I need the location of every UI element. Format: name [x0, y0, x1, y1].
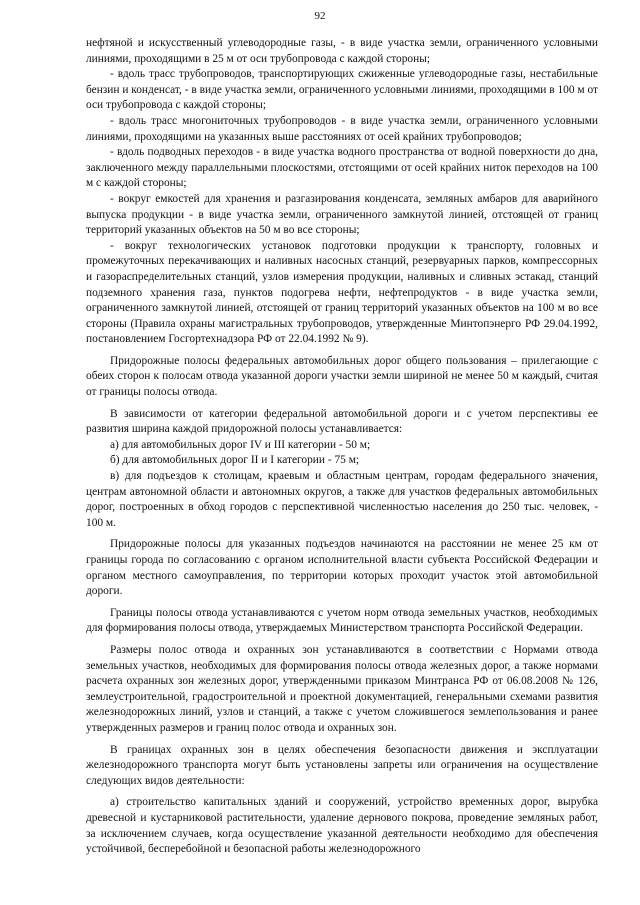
- paragraph: Придорожные полосы федеральных автомобильных дорог общего пользования – прилегающие с обеих сторон к полосам отвода указанной дороги участки земли шириной не менее 50 м каждый, считая от границы полосы отвода.: [86, 354, 598, 399]
- list-item: а) для автомобильных дорог IV и III категории - 50 м;: [110, 438, 371, 451]
- document-body: [86, 36, 598, 858]
- paragraph: - вокруг технологических установок подготовки продукции к транспорту, головных и промежуточных перекачивающих и наливных насосных станций, резервуарных парков, компрессорных и газораспределительных станций, узлов измерения продукции, наливных и сливных эстакад, станций подземного хранения газа, пунктов подогрева нефти, нефтепродуктов - в виде участка земли, ограниченного замкнутой линией, отстоящей от границ территорий указанных объектов на 100 м во все стороны (Правила охраны магистральных трубопроводов, утвержденные Минтопэнерго РФ 29.04.1992, постановлением Госгортехнадзора РФ от 22.04.1992 № 9).: [86, 239, 598, 346]
- paragraph: нефтяной и искусственный углеводородные газы, - в виде участка земли, ограниченного условными линиями, проходящими в 25 м от оси трубопровода с каждой стороны;: [86, 37, 598, 65]
- paragraph: В границах охранных зон в целях обеспечения безопасности движения и эксплуатации железнодорожного транспорта могут быть установлены запреты или ограничения на осуществление следующих видов деятельности:: [86, 743, 598, 787]
- paragraph: Размеры полос отвода и охранных зон устанавливаются в соответствии с Нормами отвода земельных участков, необходимых для формирования полосы отвода железных дорог, а также нормами расчета охранных зон железных дорог, утвержденными приказом Минтранса РФ от 06.08.2008 № 126, землеустроительной, градостроительной и проектной документацией, генеральными схемами развития железнодорожных линий, узлов и станций, а также с учетом сложившегося землепользования и ранее утвержденных размеров и границ полос отвода и охранных зон.: [86, 643, 598, 734]
- paragraph: В зависимости от категории федеральной автомобильной дороги и с учетом перспективы ее развития ширина каждой придорожной полосы устанавливается:: [86, 407, 598, 436]
- list-item: в) для подъездов к столицам, краевым и областным центрам, городам федерального значения, центрам автономной области и автономных округов, а также для участков федеральных автомобильных дорог, построенных в обход городов с перспективной численностью населения до 250 тыс. человек, - 100 м.: [86, 470, 598, 529]
- page-number: 92: [314, 10, 326, 22]
- paragraph: Придорожные полосы для указанных подъездов начинаются на расстоянии не менее 25 км от границы города по согласованию с органом исполнительной власти субъекта Российской Федерации и органом местного самоуправления, по территории которых проходит участок этой автомобильной дороги.: [86, 538, 598, 598]
- paragraph: - вдоль подводных переходов - в виде участка водного пространства от водной поверхности до дна, заключенного между параллельными плоскостями, отстоящими от осей крайних ниток переходов на 100 м с каждой стороны;: [86, 146, 598, 190]
- list-item: а) строительство капитальных зданий и сооружений, устройство временных дорог, вырубка древесной и кустарниковой растительности, удаление дернового покрова, проведение земляных работ, за исключением случаев, когда осуществление указанной деятельности необходимо для обеспечения устойчивой, бесперебойной и безопасной работы железнодорожного: [86, 796, 598, 856]
- list-item: б) для автомобильных дорог II и I категории - 75 м;: [110, 454, 360, 467]
- paragraph: - вдоль трасс многониточных трубопроводов - в виде участка земли, ограниченного условными линиями, проходящими на указанных выше расстояниях от осей крайних трубопроводов;: [86, 114, 598, 143]
- paragraph: - вокруг емкостей для хранения и разгазирования конденсата, земляных амбаров для аварийного выпуска продукции - в виде участка земли, ограниченного замкнутой линией, отстоящей от границ территорий указанных объектов на 50 м во все стороны;: [86, 192, 598, 237]
- paragraph: - вдоль трасс трубопроводов, транспортирующих сжиженные углеводородные газы, нестабильные бензин и конденсат, - в виде участка земли, ограниченного условными линиями, проходящими в 100 м от оси трубопровода с каждой стороны;: [86, 68, 598, 112]
- paragraph: Границы полосы отвода устанавливаются с учетом норм отвода земельных участков, необходимых для формирования полосы отвода, утверждаемых Министерством транспорта Российской Федерации.: [86, 606, 598, 635]
